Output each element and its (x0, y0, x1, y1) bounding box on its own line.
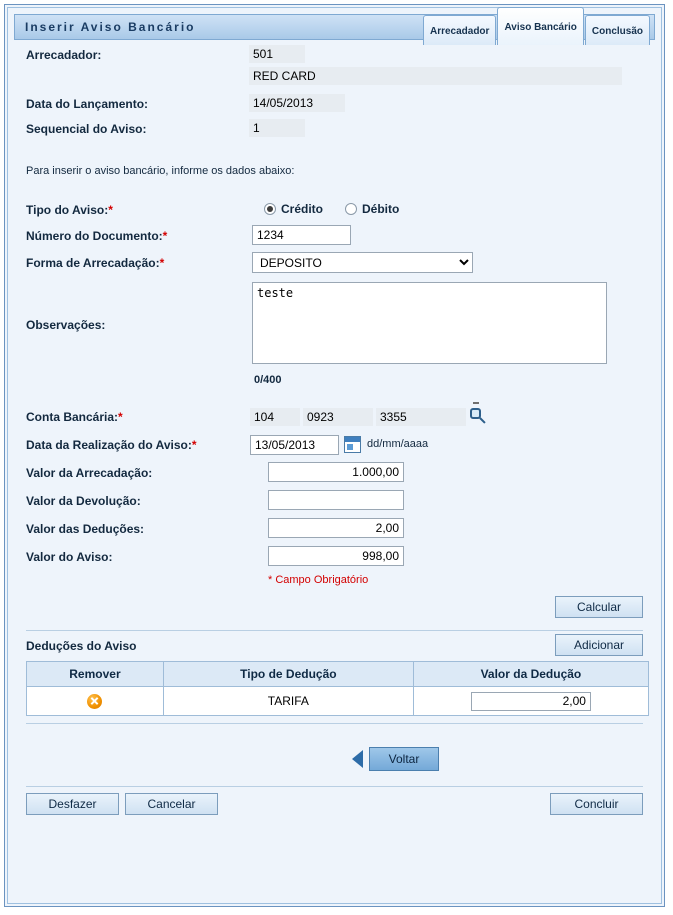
data-lancamento-value: 14/05/2013 (249, 94, 345, 112)
application-window (4, 4, 665, 907)
row-arrecadador-name (22, 67, 647, 93)
tab-arrecadador[interactable] (423, 15, 496, 45)
data-realizacao-input[interactable] (250, 435, 339, 455)
radio-credito[interactable] (264, 202, 323, 216)
arrecadador-code-value: 501 (249, 45, 305, 63)
table-row (27, 687, 649, 716)
valor-deducoes-label: Valor das Deduções: (26, 522, 145, 536)
tab-conclusao[interactable] (585, 15, 650, 45)
tab-aviso-bancario-label: Aviso Bancário (504, 21, 577, 33)
row-data-realizacao (22, 434, 647, 462)
data-realizacao-required-marker: * (191, 438, 197, 452)
page-title: Inserir Aviso Bancário (25, 20, 196, 34)
data-format-hint: dd/mm/aaaa (367, 438, 429, 450)
row-calcular (22, 596, 647, 630)
data-realizacao-label (26, 438, 197, 452)
wizard-tabs (422, 7, 650, 45)
conta-banco-value: 104 (250, 408, 300, 426)
radio-debito-indicator[interactable] (345, 203, 357, 215)
tipo-aviso-label (26, 203, 113, 217)
valor-arrecadacao-label: Valor da Arrecadação: (26, 466, 153, 480)
form-content (8, 44, 661, 903)
row-valor-aviso (22, 546, 647, 572)
tab-arrecadador-label: Arrecadador (429, 25, 490, 37)
cell-valor-deducao (413, 687, 648, 716)
conta-bancaria-label-text: Conta Bancária: (26, 410, 119, 424)
row-required-note (22, 572, 647, 596)
calendar-icon-header (345, 437, 360, 442)
sequencial-value: 1 (249, 119, 305, 137)
valor-devolucao-label: Valor da Devolução: (26, 494, 141, 508)
desfazer-button[interactable]: Desfazer (26, 793, 119, 815)
tab-conclusao-label: Conclusão (591, 25, 643, 37)
magnifier-handle (479, 417, 485, 423)
magnifier-tick (473, 402, 479, 404)
data-lancamento-label: Data do Lançamento: (26, 97, 149, 111)
forma-arrecadacao-label-text: Forma de Arrecadação: (26, 256, 160, 270)
observacoes-textarea[interactable] (252, 282, 607, 364)
numero-documento-label (26, 229, 167, 243)
numero-documento-required-marker: * (162, 229, 168, 243)
col-tipo-deducao: Tipo de Dedução (163, 662, 413, 687)
row-sequencial (22, 118, 647, 143)
concluir-button[interactable]: Concluir (550, 793, 643, 815)
voltar-button[interactable]: Voltar (369, 747, 439, 771)
back-arrow-icon[interactable] (352, 750, 363, 768)
calcular-button[interactable]: Calcular (555, 596, 643, 618)
deducoes-section-title: Deduções do Aviso (26, 639, 137, 653)
tipo-aviso-required-marker: * (108, 203, 113, 217)
title-bar (14, 14, 655, 40)
conta-bancaria-label (26, 410, 123, 424)
cell-tipo-deducao: TARIFA (163, 687, 413, 716)
row-footer-buttons (22, 787, 647, 821)
row-tipo-aviso (22, 199, 647, 225)
search-account-icon[interactable] (469, 406, 487, 424)
row-deducoes-table (22, 661, 647, 717)
row-observacoes (22, 280, 647, 378)
radio-debito[interactable] (345, 202, 399, 216)
forma-arrecadacao-required-marker: * (159, 256, 165, 270)
row-valor-devolucao (22, 490, 647, 518)
cancelar-button[interactable]: Cancelar (125, 793, 218, 815)
arrecadador-label: Arrecadador: (26, 48, 102, 62)
radio-credito-label: Crédito (281, 202, 323, 216)
row-data-lancamento (22, 93, 647, 118)
valor-deducoes-input[interactable] (268, 518, 404, 538)
deducoes-table (26, 661, 649, 716)
calendar-icon-day (347, 444, 353, 450)
row-deducoes-header (22, 631, 647, 661)
row-forma-arrecadacao (22, 252, 647, 280)
radio-credito-indicator[interactable] (264, 203, 276, 215)
row-arrecadador (22, 44, 647, 67)
forma-arrecadacao-label (26, 256, 164, 270)
data-realizacao-label-text: Data da Realização do Aviso: (26, 438, 192, 452)
numero-documento-label-text: Número do Documento: (26, 229, 163, 243)
adicionar-button[interactable]: Adicionar (555, 634, 643, 656)
forma-arrecadacao-select[interactable] (252, 252, 473, 273)
numero-documento-input[interactable] (252, 225, 351, 245)
row-valor-arrecadacao (22, 462, 647, 490)
observacoes-counter: 0/400 (254, 374, 282, 386)
delete-icon[interactable] (87, 694, 102, 709)
radio-debito-label: Débito (362, 202, 400, 216)
valor-aviso-input[interactable] (268, 546, 404, 566)
col-valor-deducao: Valor da Dedução (413, 662, 648, 687)
row-numero-documento (22, 225, 647, 252)
table-header-row (27, 662, 649, 687)
valor-aviso-label: Valor do Aviso: (26, 550, 113, 564)
cell-remover[interactable] (27, 687, 164, 716)
calendar-icon[interactable] (344, 436, 361, 453)
tipo-aviso-label-text: Tipo do Aviso: (26, 203, 109, 217)
window-inner-frame (7, 7, 662, 904)
instruction-text: Para inserir o aviso bancário, informe os dados abaixo: (26, 165, 295, 177)
tab-aviso-bancario[interactable] (497, 7, 583, 45)
row-observacoes-counter (22, 374, 647, 406)
valor-deducao-input[interactable] (471, 692, 591, 711)
observacoes-label: Observações: (26, 318, 106, 332)
conta-bancaria-required-marker: * (118, 410, 123, 424)
conta-numero-value: 3355 (376, 408, 466, 426)
valor-arrecadacao-input[interactable] (268, 462, 404, 482)
col-remover: Remover (27, 662, 164, 687)
sequencial-label: Sequencial do Aviso: (26, 122, 147, 136)
conta-agencia-value: 0923 (303, 408, 373, 426)
required-field-note: * Campo Obrigatório (268, 574, 369, 586)
valor-devolucao-input[interactable] (268, 490, 404, 510)
arrecadador-name-value: RED CARD (249, 67, 622, 85)
row-voltar (22, 724, 647, 786)
row-valor-deducoes (22, 518, 647, 546)
row-conta-bancaria (22, 406, 647, 434)
